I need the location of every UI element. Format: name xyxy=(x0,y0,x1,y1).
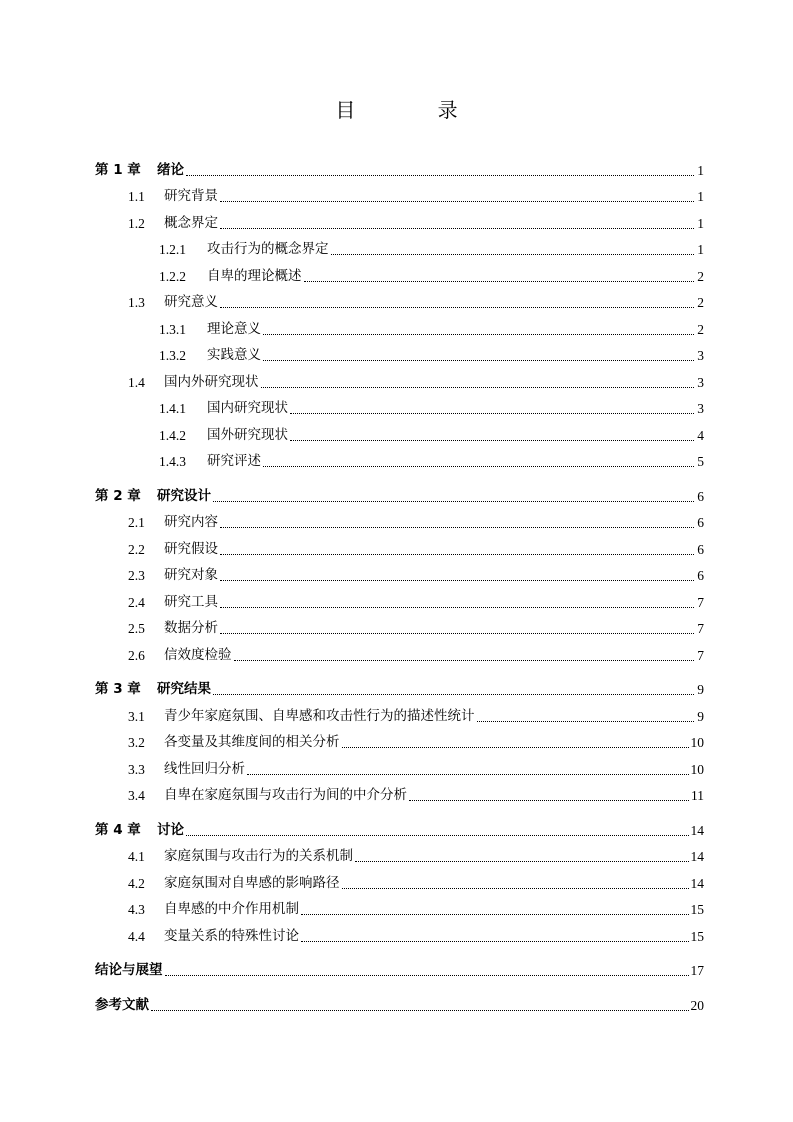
dot-leader xyxy=(220,633,694,634)
toc-page-number: 7 xyxy=(697,647,704,663)
toc-entry-title: 研究设计 xyxy=(157,487,211,504)
toc-entry-number: 3.2 xyxy=(128,735,145,750)
toc-subsection-entry[interactable] xyxy=(95,444,704,471)
toc-entry-title: 研究对象 xyxy=(164,567,218,583)
toc-entry-number: 1.4.2 xyxy=(159,427,186,443)
dot-leader xyxy=(165,975,689,976)
toc-page-number: 10 xyxy=(690,761,704,777)
toc-page-number: 15 xyxy=(690,902,704,917)
toc-entry-number: 2.2 xyxy=(128,541,145,557)
page-title: 目 录 xyxy=(335,98,496,122)
toc-entry-title: 各变量及其维度间的相关分析 xyxy=(164,734,340,750)
toc-section-entry[interactable] xyxy=(95,558,704,585)
toc-entry-title: 信效度检验 xyxy=(164,646,232,663)
toc-chapter-entry[interactable] xyxy=(95,672,704,699)
toc-section-entry[interactable] xyxy=(95,892,704,919)
dot-leader xyxy=(261,387,695,388)
toc-page-number: 14 xyxy=(690,849,704,864)
toc-entry-number: 第 3 章 xyxy=(95,681,141,697)
toc-subsection-entry[interactable] xyxy=(95,338,704,365)
toc-entry-title: 国内外研究现状 xyxy=(164,373,259,390)
toc-entry-title: 实践意义 xyxy=(207,347,261,363)
toc-chapter-entry[interactable] xyxy=(95,812,704,839)
toc-entry-number: 1.3.2 xyxy=(159,348,186,363)
toc-page-number: 5 xyxy=(697,454,704,469)
toc-page-number: 6 xyxy=(697,488,704,504)
dot-leader xyxy=(263,466,694,467)
toc-entry-title: 研究意义 xyxy=(164,294,218,310)
dot-leader xyxy=(263,360,694,361)
toc-entry-title: 绪论 xyxy=(157,161,184,178)
toc-entry-title: 讨论 xyxy=(157,821,184,838)
toc-page-number: 14 xyxy=(690,875,704,891)
toc-entry-title: 青少年家庭氛围、自卑感和攻击性行为的描述性统计 xyxy=(164,707,475,724)
toc-page-number: 3 xyxy=(697,401,704,416)
toc-page-number: 10 xyxy=(690,735,704,750)
dot-leader xyxy=(186,835,689,836)
toc-entry-title: 研究工具 xyxy=(164,593,218,610)
dot-leader xyxy=(220,228,694,229)
toc-page-number: 7 xyxy=(697,594,704,610)
toc-section-entry[interactable] xyxy=(95,637,704,664)
table-of-contents xyxy=(95,152,704,1014)
dot-leader xyxy=(220,527,694,528)
toc-subsection-entry[interactable] xyxy=(95,391,704,418)
dot-leader xyxy=(290,440,694,441)
toc-entry-number: 第 4 章 xyxy=(95,821,141,838)
toc-chapter-entry[interactable] xyxy=(95,953,704,980)
dot-leader xyxy=(342,888,689,889)
dot-leader xyxy=(213,501,694,502)
toc-page-number: 9 xyxy=(697,682,704,697)
toc-page-number: 17 xyxy=(690,963,704,978)
toc-page-number: 6 xyxy=(697,515,704,530)
toc-entry-title: 家庭氛围对自卑感的影响路径 xyxy=(164,874,340,891)
dot-leader xyxy=(186,175,694,176)
toc-entry-title: 自卑在家庭氛围与攻击行为间的中介分析 xyxy=(164,787,407,803)
toc-section-entry[interactable] xyxy=(95,725,704,752)
toc-page-number: 1 xyxy=(697,162,704,178)
toc-entry-title: 研究内容 xyxy=(164,514,218,530)
dot-leader xyxy=(220,554,694,555)
dot-leader xyxy=(301,941,689,942)
toc-page-number: 11 xyxy=(691,788,704,803)
toc-section-entry[interactable] xyxy=(95,179,704,206)
toc-entry-number: 3.1 xyxy=(128,708,145,724)
toc-chapter-entry[interactable] xyxy=(95,478,704,505)
toc-entry-title: 研究评述 xyxy=(207,453,261,469)
toc-page-number: 20 xyxy=(690,997,704,1013)
toc-entry-number: 2.4 xyxy=(128,594,145,610)
toc-entry-number: 1.2.1 xyxy=(159,242,186,257)
toc-page-number: 9 xyxy=(697,708,704,724)
dot-leader xyxy=(263,334,694,335)
toc-entry-number: 4.1 xyxy=(128,849,145,864)
toc-page-number: 3 xyxy=(697,348,704,363)
dot-leader xyxy=(409,800,689,801)
toc-entry-title: 数据分析 xyxy=(164,620,218,636)
dot-leader xyxy=(290,413,694,414)
toc-section-entry[interactable] xyxy=(95,584,704,611)
toc-section-entry[interactable] xyxy=(95,364,704,391)
toc-section-entry[interactable] xyxy=(95,698,704,725)
toc-entry-title: 家庭氛围与攻击行为的关系机制 xyxy=(164,848,353,864)
toc-page-number: 1 xyxy=(697,215,704,231)
dot-leader xyxy=(234,660,695,661)
toc-page-number: 1 xyxy=(697,242,704,257)
toc-entry-title: 研究结果 xyxy=(157,681,211,697)
toc-entry-number: 1.3 xyxy=(128,295,145,310)
toc-page-number: 1 xyxy=(697,189,704,204)
toc-entry-title: 自卑感的中介作用机制 xyxy=(164,901,299,917)
toc-entry-number: 1.4.3 xyxy=(159,454,186,469)
toc-entry-title: 变量关系的特殊性讨论 xyxy=(164,927,299,944)
toc-section-entry[interactable] xyxy=(95,865,704,892)
dot-leader xyxy=(477,721,695,722)
toc-entry-title: 攻击行为的概念界定 xyxy=(207,241,329,257)
toc-entry-number: 2.3 xyxy=(128,568,145,583)
toc-section-entry[interactable] xyxy=(95,778,704,805)
toc-page-number: 3 xyxy=(697,374,704,390)
dot-leader xyxy=(331,254,695,255)
toc-entry-number: 1.3.1 xyxy=(159,321,186,337)
dot-leader xyxy=(213,694,694,695)
toc-section-entry[interactable] xyxy=(95,285,704,312)
toc-entry-title: 研究背景 xyxy=(164,188,218,204)
toc-page-number: 6 xyxy=(697,541,704,557)
toc-entry-number: 4.2 xyxy=(128,875,145,891)
toc-entry-number: 3.3 xyxy=(128,761,145,777)
toc-page-number: 2 xyxy=(697,295,704,310)
toc-entry-title: 研究假设 xyxy=(164,540,218,557)
toc-page-number: 4 xyxy=(697,427,704,443)
toc-entry-number: 1.4.1 xyxy=(159,401,186,416)
toc-section-entry[interactable] xyxy=(95,205,704,232)
toc-section-entry[interactable] xyxy=(95,531,704,558)
dot-leader xyxy=(220,307,694,308)
toc-entry-number: 1.4 xyxy=(128,374,145,390)
toc-entry-number: 4.3 xyxy=(128,902,145,917)
dot-leader xyxy=(220,580,694,581)
toc-section-entry[interactable] xyxy=(95,839,704,866)
dot-leader xyxy=(247,774,689,775)
toc-page-number: 6 xyxy=(697,568,704,583)
toc-page-number: 14 xyxy=(690,822,704,838)
dot-leader xyxy=(342,747,689,748)
dot-leader xyxy=(220,201,694,202)
dot-leader xyxy=(355,861,689,862)
toc-entry-number: 4.4 xyxy=(128,928,145,944)
toc-entry-title: 国外研究现状 xyxy=(207,426,288,443)
dot-leader xyxy=(304,281,695,282)
toc-entry-title: 概念界定 xyxy=(164,214,218,231)
toc-page-number: 15 xyxy=(690,928,704,944)
toc-chapter-entry[interactable] xyxy=(95,152,704,179)
toc-entry-number: 第 2 章 xyxy=(95,487,141,504)
dot-leader xyxy=(301,914,689,915)
dot-leader xyxy=(220,607,694,608)
toc-entry-number: 2.6 xyxy=(128,647,145,663)
toc-subsection-entry[interactable] xyxy=(95,232,704,259)
toc-chapter-entry[interactable] xyxy=(95,987,704,1014)
toc-entry-title: 参考文献 xyxy=(95,996,149,1013)
toc-entry-title: 国内研究现状 xyxy=(207,400,288,416)
toc-entry-number: 1.2 xyxy=(128,215,145,231)
toc-section-entry[interactable] xyxy=(95,918,704,945)
toc-subsection-entry[interactable] xyxy=(95,311,704,338)
toc-subsection-entry[interactable] xyxy=(95,417,704,444)
toc-entry-number: 1.2.2 xyxy=(159,268,186,284)
toc-page-number: 2 xyxy=(697,268,704,284)
toc-entry-title: 结论与展望 xyxy=(95,962,163,978)
toc-section-entry[interactable] xyxy=(95,505,704,532)
toc-section-entry[interactable] xyxy=(95,611,704,638)
toc-entry-title: 理论意义 xyxy=(207,320,261,337)
toc-entry-number: 2.5 xyxy=(128,621,145,636)
toc-entry-title: 自卑的理论概述 xyxy=(207,267,302,284)
toc-entry-number: 1.1 xyxy=(128,189,145,204)
dot-leader xyxy=(151,1010,689,1011)
toc-page-number: 7 xyxy=(697,621,704,636)
toc-entry-number: 第 1 章 xyxy=(95,161,141,178)
toc-section-entry[interactable] xyxy=(95,751,704,778)
toc-page-number: 2 xyxy=(697,321,704,337)
toc-entry-number: 3.4 xyxy=(128,788,145,803)
toc-subsection-entry[interactable] xyxy=(95,258,704,285)
toc-entry-title: 线性回归分析 xyxy=(164,760,245,777)
toc-entry-number: 2.1 xyxy=(128,515,145,530)
